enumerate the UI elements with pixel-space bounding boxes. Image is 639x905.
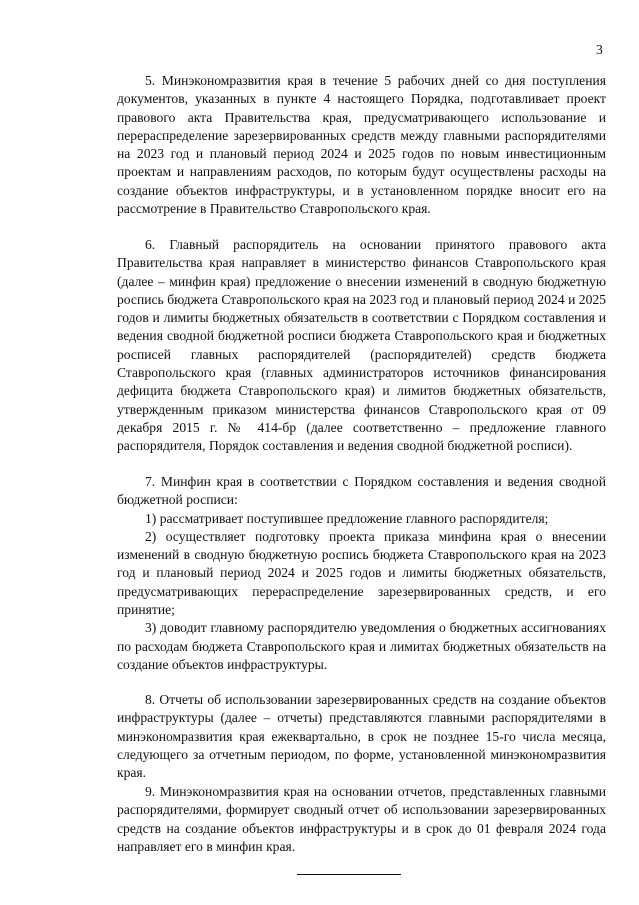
clause-7-item-3: 3) доводит главному распорядителю уведомления о бюджетных ассигнованиях по расходам бюджета Ставропольского края и лимитах бюджетных обязательств на создание объектов инфраструктуры. (117, 620, 606, 672)
clause-9-text: 9. Минэкономразвития края на основании отчетов, представленных главными распорядителями, формирует сводный отчет об использовании зарезервированных средств на создание объектов инфраструктуры и в срок до 01 февраля 2024 года направляет его в минфин края. (117, 784, 606, 854)
clause-7 (117, 473, 606, 674)
clause-7-intro: 7. Минфин края в соответствии с Порядком составления и ведения сводной бюджетной росписи: (117, 474, 606, 508)
clause-5 (117, 72, 606, 218)
clause-9 (117, 783, 606, 856)
clause-8 (117, 691, 606, 782)
clause-7-item-2: 2) осуществляет подготовку проекта приказа минфина края о внесении изменений в сводную бюджетную роспись бюджета Ставропольского края на 2023 год и плановый период 2024 и 2025 годов и лимиты бюджетных обязательств, предусматривающих перераспределение зарезервированных средств, и его принятие; (117, 528, 606, 618)
clause-5-text: 5. Минэкономразвития края в течение 5 рабочих дней со дня поступления документов, указанных в пункте 4 настоящего Порядка, подготавливает проект правового акта Правительства края, предусматривающего использование и перераспределение зарезервированных средств между главными распорядителями на 2023 год и плановый период 2024 и 2025 годов по новым инвестиционным проектам и направлениям расходов, по которым будут осуществлены расходы на создание объектов инфраструктуры, и в установленном порядке вносит его на рассмотрение в Правительство Ставропольского края. (117, 73, 606, 217)
clause-6-text: 6. Главный распорядитель на основании принятого правового акта Правительства края направляет в министерство финансов Ставропольского края (далее – минфин края) предложение о внесении изменений в сводную бюджетную роспись бюджета Ставропольского края на 2023 год и плановый период 2024 и 2025 годов и лимиты бюджетных обязательств в соответствии с Порядком составления и ведения сводной бюджетной росписи бюджета Ставропольского края и бюджетных росписей главных распорядителей (распорядителей) средств бюджета Ставропольского края (главных администраторов источников финансирования дефицита бюджета Ставропольского края) и лимитов бюджетных обязательств, утвержденным приказом министерства финансов Ставропольского края от 09 декабря 2015 г. № 414-бр (далее соответственно – предложение главного распорядителя, Порядок составления и ведения сводной бюджетной росписи). (117, 237, 606, 454)
clause-7-item-1: 1) рассматривает поступившее предложение главного распорядителя; (145, 510, 549, 526)
clause-8-text: 8. Отчеты об использовании зарезервированных средств на создание объектов инфраструктуры (далее – отчеты) представляются главными распорядителями в минэкономразвития края ежеквартально, в срок не позднее 15-го числа месяца, следующего за отчетным периодом, по форме, установленной минэкономразвития края. (117, 692, 606, 781)
clause-6 (117, 236, 606, 456)
page-number: 3 (596, 42, 603, 57)
end-of-document-rule (297, 874, 401, 875)
